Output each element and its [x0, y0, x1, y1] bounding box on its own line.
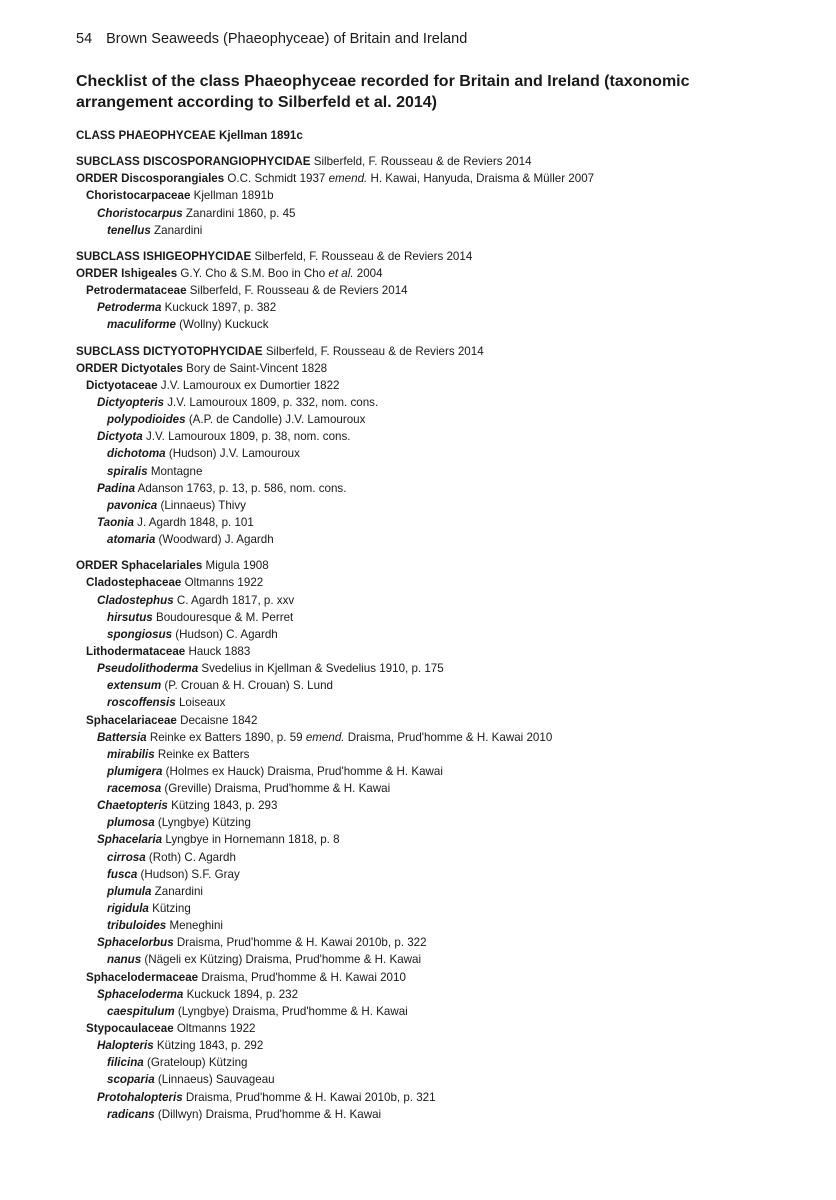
taxon-authority: (Holmes ex Hauck) Draisma, Prud'homme & H. Kawai — [162, 764, 443, 778]
taxon-name: Petroderma — [97, 301, 162, 315]
taxon-authority: J.V. Lamouroux 1809, p. 38, nom. cons. — [142, 430, 351, 444]
taxon-authority: Silberfeld, F. Rousseau & de Reviers 2014 — [262, 344, 484, 358]
taxon-authority: Kützing 1843, p. 292 — [153, 1039, 264, 1053]
taxon-entry — [76, 497, 776, 514]
taxon-checklist — [76, 127, 776, 1123]
taxon-authority: C. Agardh 1817, p. xxv — [173, 593, 295, 607]
taxon-authority: Kjellman 1891b — [190, 189, 274, 203]
taxon-name: mirabilis — [107, 747, 155, 761]
taxon-entry — [76, 831, 776, 848]
taxon-entry — [76, 316, 776, 333]
taxon-authority: (Lyngbye) Kützing — [154, 816, 251, 830]
taxon-authority: Reinke ex Batters 1890, p. 59 — [146, 730, 303, 744]
taxon-entry — [76, 222, 776, 239]
taxon-name: Stypocaulaceae — [86, 1022, 174, 1036]
section-gap — [76, 334, 776, 343]
taxon-name: Dictyotaceae — [86, 378, 158, 392]
taxon-entry — [76, 866, 776, 883]
running-title: Brown Seaweeds (Phaeophyceae) of Britain and Ireland — [106, 31, 468, 47]
taxon-name: Protohalopteris — [97, 1090, 183, 1104]
taxon-entry — [76, 729, 776, 746]
taxon-entry — [76, 205, 776, 222]
taxon-entry — [76, 343, 776, 360]
taxon-name: plumigera — [107, 764, 163, 778]
page-number: 54 — [76, 31, 93, 47]
taxon-name: SUBCLASS DICTYOTOPHYCIDAE — [76, 344, 263, 358]
taxon-authority: Lyngbye in Hornemann 1818, p. 8 — [162, 833, 340, 847]
taxon-authority: O.C. Schmidt 1937 — [224, 172, 326, 186]
taxon-authority: J.V. Lamouroux ex Dumortier 1822 — [157, 378, 340, 392]
taxon-entry — [76, 797, 776, 814]
taxon-entry — [76, 282, 776, 299]
taxon-authority-extra: Draisma, Prud'homme & H. Kawai 2010 — [344, 730, 553, 744]
taxon-authority: (Lyngbye) Draisma, Prud'homme & H. Kawai — [174, 1004, 408, 1018]
taxon-entry — [76, 480, 776, 497]
taxon-authority: (Nägeli ex Kützing) Draisma, Prud'homme & H. Kawai — [141, 953, 422, 967]
taxon-name: ORDER Ishigeales — [76, 266, 178, 280]
taxon-authority: Draisma, Prud'homme & H. Kawai 2010b, p. 322 — [173, 936, 427, 950]
taxon-entry — [76, 592, 776, 609]
taxon-authority: Kützing — [148, 902, 191, 916]
taxon-name: polypodioides — [107, 413, 186, 427]
taxon-authority: G.Y. Cho & S.M. Boo in Cho — [177, 266, 326, 280]
taxon-authority: Svedelius in Kjellman & Svedelius 1910, p. 175 — [198, 662, 444, 676]
taxon-authority: (Hudson) J.V. Lamouroux — [165, 447, 300, 461]
taxon-entry — [76, 1020, 776, 1037]
taxon-authority: Silberfeld, F. Rousseau & de Reviers 2014 — [310, 155, 532, 169]
taxon-name: racemosa — [107, 782, 162, 796]
taxon-authority: Loiseaux — [175, 696, 226, 710]
taxon-entry — [76, 1071, 776, 1088]
taxon-authority: Meneghini — [166, 919, 223, 933]
taxon-authority: (Grateloup) Kützing — [143, 1056, 248, 1070]
taxon-name: pavonica — [107, 498, 158, 512]
taxon-authority: (A.P. de Candolle) J.V. Lamouroux — [185, 413, 366, 427]
taxon-entry — [76, 712, 776, 729]
taxon-name: fusca — [107, 867, 138, 881]
taxon-name: Dictyota — [97, 430, 143, 444]
taxon-authority: (Hudson) S.F. Gray — [137, 867, 240, 881]
taxon-name: Choristocarpus — [97, 206, 183, 220]
taxon-entry — [76, 445, 776, 462]
taxon-authority: Boudouresque & M. Perret — [152, 610, 294, 624]
taxon-name: ORDER Dictyotales — [76, 361, 183, 375]
section-gap — [76, 239, 776, 248]
taxon-entry — [76, 694, 776, 711]
taxon-entry — [76, 849, 776, 866]
taxon-name: ORDER Sphacelariales — [76, 559, 203, 573]
taxon-emendation: emend. — [302, 730, 345, 744]
taxon-authority: Draisma, Prud'homme & H. Kawai 2010b, p. 321 — [182, 1090, 436, 1104]
taxon-entry — [76, 170, 776, 187]
taxon-name: Lithodermataceae — [86, 644, 186, 658]
taxon-name: extensum — [107, 679, 162, 693]
taxon-authority: Draisma, Prud'homme & H. Kawai 2010 — [198, 970, 406, 984]
taxon-name: Cladostephus — [97, 593, 174, 607]
taxon-authority: (Roth) C. Agardh — [145, 850, 236, 864]
taxon-authority: Silberfeld, F. Rousseau & de Reviers 2014 — [251, 249, 473, 263]
taxon-name: nanus — [107, 953, 142, 967]
taxon-name: Cladostephaceae — [86, 576, 182, 590]
taxon-entry — [76, 1003, 776, 1020]
taxon-name: Sphacelariaceae — [86, 713, 177, 727]
taxon-name: dichotoma — [107, 447, 166, 461]
taxon-entry — [76, 574, 776, 591]
taxon-authority: (Linnaeus) Sauvageau — [154, 1073, 275, 1087]
taxon-name: SUBCLASS DISCOSPORANGIOPHYCIDAE — [76, 155, 311, 169]
taxon-entry — [76, 1089, 776, 1106]
taxon-name: hirsutus — [107, 610, 153, 624]
taxon-name: Chaetopteris — [97, 799, 168, 813]
taxon-authority: Decaisne 1842 — [176, 713, 258, 727]
taxon-entry — [76, 248, 776, 265]
taxon-authority: (Dillwyn) Draisma, Prud'homme & H. Kawai — [154, 1107, 382, 1121]
taxon-entry — [76, 153, 776, 170]
taxon-name: rigidula — [107, 902, 149, 916]
taxon-name: Sphacelodermaceae — [86, 970, 199, 984]
taxon-name: Taonia — [97, 515, 134, 529]
page-title: Checklist of the class Phaeophyceae recorded for Britain and Ireland (taxonomic arrangement according to Silberfeld et al. 2014) — [76, 73, 690, 111]
taxon-entry — [76, 463, 776, 480]
taxon-entry — [76, 626, 776, 643]
taxon-name: Petrodermataceae — [86, 284, 187, 298]
taxon-entry — [76, 265, 776, 282]
taxon-name: plumosa — [107, 816, 155, 830]
taxon-authority: Zanardini — [150, 223, 203, 237]
running-header — [76, 31, 467, 47]
taxon-name: SUBCLASS ISHIGEOPHYCIDAE — [76, 249, 252, 263]
taxon-entry — [76, 986, 776, 1003]
taxon-authority: Reinke ex Batters — [154, 747, 250, 761]
taxon-entry — [76, 643, 776, 660]
taxon-name: Sphacelorbus — [97, 936, 174, 950]
taxon-entry — [76, 677, 776, 694]
taxon-authority: (Linnaeus) Thivy — [157, 498, 246, 512]
taxon-entry — [76, 394, 776, 411]
taxon-entry — [76, 428, 776, 445]
taxon-name: Battersia — [97, 730, 147, 744]
taxon-entry — [76, 377, 776, 394]
taxon-name: scoparia — [107, 1073, 155, 1087]
taxon-authority: Silberfeld, F. Rousseau & de Reviers 2014 — [186, 284, 408, 298]
taxon-entry — [76, 187, 776, 204]
taxon-entry — [76, 557, 776, 574]
taxon-entry — [76, 969, 776, 986]
taxon-authority: (Woodward) J. Agardh — [155, 533, 274, 547]
taxon-authority: Zanardini — [151, 884, 204, 898]
taxon-entry — [76, 1037, 776, 1054]
taxon-entry — [76, 514, 776, 531]
section-gap — [76, 144, 776, 153]
taxon-entry — [76, 763, 776, 780]
taxon-entry — [76, 934, 776, 951]
taxon-authority: Kuckuck 1897, p. 382 — [161, 301, 277, 315]
taxon-entry — [76, 609, 776, 626]
taxon-name: radicans — [107, 1107, 155, 1121]
taxon-name: Choristocarpaceae — [86, 189, 191, 203]
taxon-authority: J.V. Lamouroux 1809, p. 332, nom. cons. — [164, 395, 379, 409]
taxon-name: atomaria — [107, 533, 156, 547]
taxon-entry — [76, 780, 776, 797]
taxon-entry — [76, 660, 776, 677]
taxon-entry — [76, 900, 776, 917]
taxon-authority: Kützing 1843, p. 293 — [167, 799, 278, 813]
taxon-authority-extra: 2004 — [353, 266, 383, 280]
taxon-authority: Kuckuck 1894, p. 232 — [183, 987, 299, 1001]
taxon-entry — [76, 883, 776, 900]
taxon-authority-extra: H. Kawai, Hanyuda, Draisma & Müller 2007 — [367, 172, 595, 186]
taxon-name: filicina — [107, 1056, 144, 1070]
taxon-authority: (Wollny) Kuckuck — [175, 318, 269, 332]
section-gap — [76, 548, 776, 557]
taxon-entry — [76, 746, 776, 763]
taxon-entry — [76, 814, 776, 831]
taxon-entry — [76, 531, 776, 548]
taxon-authority: Hauck 1883 — [185, 644, 251, 658]
taxon-name: tenellus — [107, 223, 151, 237]
taxon-entry — [76, 1054, 776, 1071]
taxon-entry — [76, 411, 776, 428]
taxon-authority: Oltmanns 1922 — [173, 1022, 256, 1036]
taxon-name: spiralis — [107, 464, 148, 478]
taxon-entry — [76, 299, 776, 316]
taxon-name: Padina — [97, 481, 136, 495]
taxon-authority: Adanson 1763, p. 13, p. 586, nom. cons. — [135, 481, 347, 495]
taxon-authority: J. Agardh 1848, p. 101 — [133, 515, 254, 529]
taxon-authority: Bory de Saint-Vincent 1828 — [182, 361, 328, 375]
taxon-name: Halopteris — [97, 1039, 154, 1053]
taxon-name: ORDER Discosporangiales — [76, 172, 225, 186]
taxon-entry — [76, 360, 776, 377]
taxon-emendation: et al. — [325, 266, 354, 280]
taxon-name: cirrosa — [107, 850, 146, 864]
taxon-name: spongiosus — [107, 627, 173, 641]
taxon-authority: Zanardini 1860, p. 45 — [182, 206, 296, 220]
taxon-authority: (P. Crouan & H. Crouan) S. Lund — [161, 679, 333, 693]
taxon-authority: (Hudson) C. Agardh — [172, 627, 278, 641]
taxon-entry — [76, 1106, 776, 1123]
taxon-name: maculiforme — [107, 318, 176, 332]
taxon-name: Dictyopteris — [97, 395, 165, 409]
taxon-entry — [76, 127, 776, 144]
taxon-name: tribuloides — [107, 919, 167, 933]
taxon-entry — [76, 951, 776, 968]
taxon-emendation: emend. — [325, 172, 368, 186]
taxon-name: Sphacelaria — [97, 833, 163, 847]
taxon-authority: Montagne — [147, 464, 203, 478]
taxon-name: roscoffensis — [107, 696, 176, 710]
taxon-authority: Migula 1908 — [202, 559, 269, 573]
taxon-authority: (Greville) Draisma, Prud'homme & H. Kawai — [161, 782, 391, 796]
taxon-name: caespitulum — [107, 1004, 175, 1018]
taxon-name: Sphaceloderma — [97, 987, 184, 1001]
taxon-authority: Oltmanns 1922 — [181, 576, 264, 590]
taxon-name: CLASS PHAEOPHYCEAE Kjellman 1891c — [76, 129, 303, 142]
taxon-entry — [76, 917, 776, 934]
taxon-name: plumula — [107, 884, 152, 898]
taxon-name: Pseudolithoderma — [97, 662, 199, 676]
